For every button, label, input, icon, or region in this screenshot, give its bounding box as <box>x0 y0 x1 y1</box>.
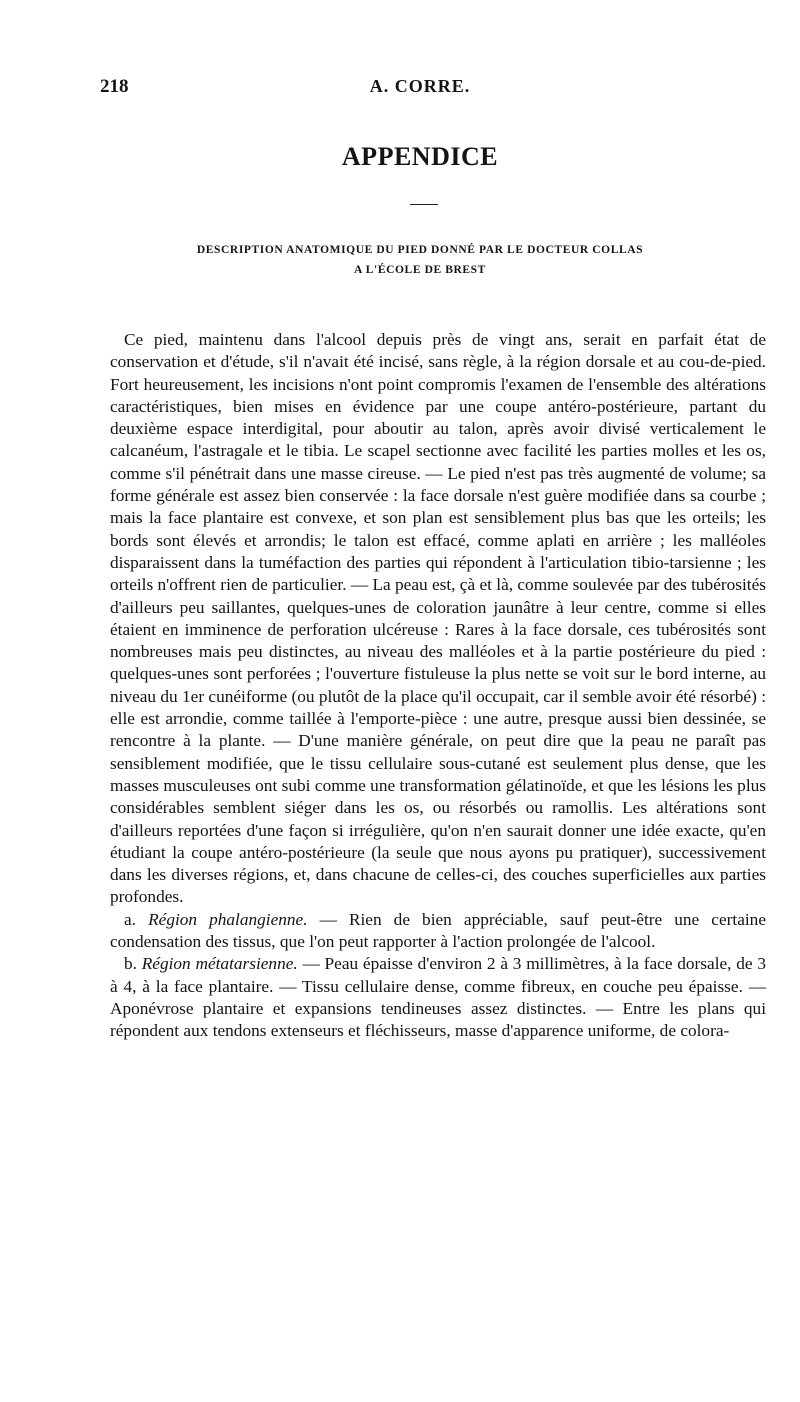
running-title: A. CORRE. <box>369 76 471 96</box>
item-letter-b: b. <box>124 954 137 974</box>
body-text <box>110 329 766 1043</box>
region-heading-metatarsienne: Région métatarsienne. <box>141 954 298 974</box>
region-heading-phalangienne: Région phalangienne. <box>148 909 308 929</box>
subtitle-line-2: A L'ÉCOLE DE BREST <box>354 264 486 276</box>
subtitle-line-1: DESCRIPTION ANATOMIQUE DU PIED DONNÉ PAR LE DOCTEUR COLLAS <box>196 244 644 256</box>
section-subtitle <box>100 240 740 280</box>
paragraph-intro: Ce pied, maintenu dans l'alcool depuis près de vingt ans, serait en parfait état de conservation et d'étude, s'il n'avait été incisé, sans règle, à la région dorsale et au cou-de-pied. Fort heureusement, les incisions n'ont point compromis l'examen de l'ensemble des altérations caractéristiques, bien mises en évidence par une coupe antéro-postérieure, partant du deuxième espace interdigital, pour aboutir au talon, après avoir divisé verticalement le calcanéum, l'astragale et le tibia. Le scapel sectionne avec facilité les parties molles et les os, comme s'il pénétrait dans une masse cireuse. — Le pied n'est pas très augmenté de volume; sa forme générale est assez bien conservée : la face dorsale n'est guère modifiée dans sa courbe ; mais la face plantaire est convexe, et son plan est sensiblement plus bas que les orteils; les bords sont élevés et arrondis; le talon est effacé, comme aplati en arrière ; les malléoles disparaissent dans la tuméfaction des parties qui répondent à l'articulation tibio-tarsienne ; les orteils n'offrent rien de particulier. — La peau est, çà et là, comme soulevée par des tubérosités d'ailleurs peu saillantes, quelques-unes de coloration jaunâtre à leur centre, comme si elles étaient en imminence de perforation ulcéreuse : Rares à la face dorsale, ces tubérosités sont nombreuses mais peu distinctes, au niveau des malléoles et à la partie postérieure du pied : quelques-unes sont perforées ; l'ouverture fistuleuse la plus nette se voit sur le bord interne, au niveau du 1er cunéiforme (ou plutôt de la place qu'il occupait, car il semble avoir été résorbé) : elle est arrondie, comme taillée à l'emporte-pièce : une autre, presque aussi bien dessinée, se rencontre à la plante. — D'une manière générale, on peut dire que la peau ne paraît pas sensiblement modifiée, que le tissu cellulaire sous-cutané est seulement plus dense, que les masses musculeuses ont subi comme une transformation gélatinoïde, et que les lésions les plus considérables semblent siéger dans les os, ou résorbés ou ramollis. Les altérations sont d'ailleurs reportées d'une façon si irrégulière, qu'on n'en saurait donner une idée exacte, qu'en étudiant la coupe antéro-postérieure (la seule que nous ayons pu pratiquer), successivement dans les diverses régions, et, dans chacune de celles-ci, des couches superficielles aux parties profondes. <box>110 330 766 907</box>
running-head <box>100 76 740 102</box>
section-title: APPENDICE <box>341 142 499 171</box>
item-letter-a: a. <box>124 909 136 929</box>
paragraph-region-metatarsienne <box>110 953 766 1042</box>
region-text-phalangienne: — Rien de bien appréciable, sauf peut-être une certaine condensation des tissus, que l'on peut rapporter à l'action prolongée de l'alcool. <box>110 909 766 952</box>
paragraph-region-phalangienne <box>110 909 766 954</box>
page-number: 218 <box>100 76 129 97</box>
title-divider <box>410 204 438 205</box>
region-text-metatarsienne: — Peau épaisse d'environ 2 à 3 millimètres, à la face dorsale, de 3 à 4, à la face plantaire. — Tissu cellulaire dense, comme fibreux, en couche peu épaisse. — Aponévrose plantaire et expansions tendineuses assez distinctes. — Entre les plans qui répondent aux tendons extenseurs et fléchisseurs, masse d'apparence uniforme, de colora- <box>110 954 766 1041</box>
